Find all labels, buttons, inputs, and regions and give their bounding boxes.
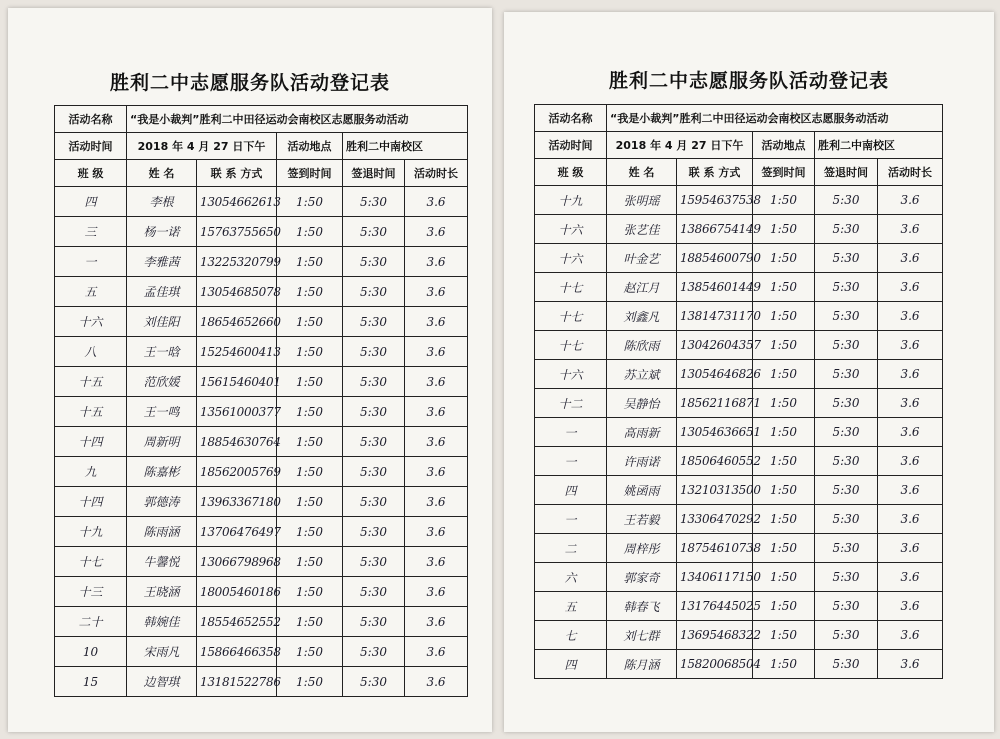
table-row	[535, 505, 943, 534]
cell-sign-in: 1:50	[753, 621, 815, 650]
column-header-name: 姓 名	[127, 160, 197, 187]
cell-phone: 13066798968	[197, 547, 277, 577]
activity-name-value: “我是小裁判”胜利二中田径运动会南校区志愿服务动活动	[607, 105, 943, 132]
cell-name: 王若毅	[607, 505, 677, 534]
cell-sign-out: 5:30	[343, 397, 405, 427]
cell-class: 一	[535, 505, 607, 534]
cell-class: 十四	[55, 487, 127, 517]
cell-sign-out: 5:30	[343, 307, 405, 337]
cell-phone: 15615460401	[197, 367, 277, 397]
cell-sign-out: 5:30	[343, 187, 405, 217]
cell-duration: 3.6	[878, 186, 943, 215]
cell-sign-out: 5:30	[815, 476, 878, 505]
cell-duration: 3.6	[878, 505, 943, 534]
cell-sign-out: 5:30	[343, 277, 405, 307]
table-row	[535, 273, 943, 302]
cell-phone: 18554652552	[197, 607, 277, 637]
cell-name: 李雅茜	[127, 247, 197, 277]
cell-duration: 3.6	[405, 637, 468, 667]
table-row	[55, 607, 468, 637]
cell-name: 李根	[127, 187, 197, 217]
cell-sign-in: 1:50	[753, 186, 815, 215]
column-header-class: 班 级	[535, 159, 607, 186]
cell-class: 一	[535, 418, 607, 447]
cell-name: 陈雨涵	[127, 517, 197, 547]
cell-class: 十六	[55, 307, 127, 337]
cell-sign-in: 1:50	[753, 215, 815, 244]
cell-sign-out: 5:30	[343, 427, 405, 457]
registration-table	[54, 105, 468, 697]
cell-sign-in: 1:50	[753, 360, 815, 389]
cell-class: 十七	[535, 273, 607, 302]
cell-sign-in: 1:50	[753, 447, 815, 476]
sheet-title: 胜利二中志愿服务队活动登记表	[608, 70, 889, 92]
cell-class: 四	[55, 187, 127, 217]
cell-duration: 3.6	[405, 607, 468, 637]
cell-sign-in: 1:50	[277, 247, 343, 277]
cell-sign-in: 1:50	[277, 307, 343, 337]
table-row	[55, 457, 468, 487]
activity-name-row	[535, 105, 943, 132]
cell-phone: 13561000377	[197, 397, 277, 427]
cell-name: 韩春飞	[607, 592, 677, 621]
cell-sign-in: 1:50	[277, 217, 343, 247]
cell-sign-out: 5:30	[815, 273, 878, 302]
cell-sign-out: 5:30	[343, 487, 405, 517]
cell-name: 郭家奇	[607, 563, 677, 592]
table-row	[55, 547, 468, 577]
table-row	[535, 215, 943, 244]
column-header-phone: 联 系 方式	[677, 159, 753, 186]
cell-sign-out: 5:30	[343, 457, 405, 487]
cell-duration: 3.6	[405, 367, 468, 397]
cell-duration: 3.6	[405, 517, 468, 547]
cell-sign-out: 5:30	[343, 217, 405, 247]
cell-sign-in: 1:50	[277, 397, 343, 427]
cell-class: 10	[55, 637, 127, 667]
cell-phone: 18654652660	[197, 307, 277, 337]
cell-name: 韩婉佳	[127, 607, 197, 637]
cell-name: 刘鑫凡	[607, 302, 677, 331]
activity-time-label: 活动时间	[55, 133, 127, 160]
cell-phone: 13054636651	[677, 418, 753, 447]
cell-sign-out: 5:30	[343, 247, 405, 277]
table-row	[535, 534, 943, 563]
cell-sign-in: 1:50	[753, 534, 815, 563]
cell-sign-in: 1:50	[277, 457, 343, 487]
cell-class: 十六	[535, 244, 607, 273]
cell-name: 苏立斌	[607, 360, 677, 389]
cell-phone: 15254600413	[197, 337, 277, 367]
column-header-duration: 活动时长	[878, 159, 943, 186]
location-label: 活动地点	[277, 133, 343, 160]
cell-sign-out: 5:30	[815, 389, 878, 418]
left-registration-sheet	[8, 8, 492, 732]
cell-name: 王一晗	[127, 337, 197, 367]
cell-class: 十七	[55, 547, 127, 577]
table-row	[55, 217, 468, 247]
cell-name: 孟佳琪	[127, 277, 197, 307]
cell-class: 四	[535, 650, 607, 679]
cell-sign-in: 1:50	[277, 517, 343, 547]
column-header-sign-in: 签到时间	[277, 160, 343, 187]
cell-class: 六	[535, 563, 607, 592]
cell-duration: 3.6	[405, 187, 468, 217]
activity-time-row	[535, 132, 943, 159]
cell-class: 十三	[55, 577, 127, 607]
cell-class: 十四	[55, 427, 127, 457]
cell-phone: 13181522786	[197, 667, 277, 697]
cell-sign-out: 5:30	[815, 505, 878, 534]
cell-name: 边智琪	[127, 667, 197, 697]
cell-phone: 13225320799	[197, 247, 277, 277]
cell-sign-out: 5:30	[815, 592, 878, 621]
cell-sign-out: 5:30	[815, 621, 878, 650]
cell-sign-out: 5:30	[343, 637, 405, 667]
cell-duration: 3.6	[405, 247, 468, 277]
cell-sign-in: 1:50	[753, 273, 815, 302]
cell-sign-out: 5:30	[815, 650, 878, 679]
cell-duration: 3.6	[878, 273, 943, 302]
cell-phone: 18562116871	[677, 389, 753, 418]
cell-duration: 3.6	[878, 215, 943, 244]
activity-time-value: 2018 年 4 月 27 日下午	[607, 132, 753, 159]
sheet-title: 胜利二中志愿服务队活动登记表	[109, 72, 390, 94]
cell-sign-out: 5:30	[815, 244, 878, 273]
column-header-row	[55, 160, 468, 187]
column-header-duration: 活动时长	[405, 160, 468, 187]
table-row	[55, 337, 468, 367]
cell-duration: 3.6	[405, 547, 468, 577]
cell-duration: 3.6	[405, 337, 468, 367]
activity-time-row	[55, 133, 468, 160]
cell-sign-in: 1:50	[753, 563, 815, 592]
cell-name: 周新明	[127, 427, 197, 457]
cell-duration: 3.6	[878, 447, 943, 476]
cell-sign-in: 1:50	[277, 337, 343, 367]
cell-duration: 3.6	[405, 427, 468, 457]
cell-name: 王晓涵	[127, 577, 197, 607]
table-row	[535, 447, 943, 476]
cell-phone: 13814731170	[677, 302, 753, 331]
location-value: 胜利二中南校区	[343, 133, 468, 160]
cell-duration: 3.6	[405, 277, 468, 307]
cell-phone: 13854601449	[677, 273, 753, 302]
table-row	[55, 577, 468, 607]
cell-class: 三	[55, 217, 127, 247]
cell-name: 许雨诺	[607, 447, 677, 476]
table-row	[535, 563, 943, 592]
cell-sign-out: 5:30	[343, 337, 405, 367]
cell-duration: 3.6	[405, 307, 468, 337]
cell-sign-in: 1:50	[753, 650, 815, 679]
cell-sign-in: 1:50	[277, 277, 343, 307]
column-header-class: 班 级	[55, 160, 127, 187]
cell-sign-out: 5:30	[343, 547, 405, 577]
cell-duration: 3.6	[878, 476, 943, 505]
cell-duration: 3.6	[878, 621, 943, 650]
cell-sign-in: 1:50	[753, 389, 815, 418]
cell-sign-out: 5:30	[815, 534, 878, 563]
table-row	[535, 244, 943, 273]
table-row	[55, 397, 468, 427]
cell-phone: 13963367180	[197, 487, 277, 517]
cell-name: 郭德涛	[127, 487, 197, 517]
cell-sign-in: 1:50	[277, 487, 343, 517]
cell-phone: 18854600790	[677, 244, 753, 273]
cell-class: 一	[535, 447, 607, 476]
cell-phone: 15954637538	[677, 186, 753, 215]
cell-sign-in: 1:50	[753, 331, 815, 360]
cell-phone: 13054685078	[197, 277, 277, 307]
cell-duration: 3.6	[878, 418, 943, 447]
cell-class: 十五	[55, 367, 127, 397]
cell-name: 杨一诺	[127, 217, 197, 247]
activity-name-value: “我是小裁判”胜利二中田径运动会南校区志愿服务动活动	[127, 106, 468, 133]
cell-phone: 13176445025	[677, 592, 753, 621]
cell-sign-in: 1:50	[277, 187, 343, 217]
activity-name-row	[55, 106, 468, 133]
cell-phone: 18506460552	[677, 447, 753, 476]
cell-duration: 3.6	[878, 331, 943, 360]
cell-duration: 3.6	[878, 389, 943, 418]
cell-phone: 18005460186	[197, 577, 277, 607]
cell-duration: 3.6	[878, 563, 943, 592]
cell-phone: 13042604357	[677, 331, 753, 360]
cell-phone: 13406117150	[677, 563, 753, 592]
table-row	[55, 187, 468, 217]
table-row	[55, 667, 468, 697]
cell-sign-out: 5:30	[343, 517, 405, 547]
cell-phone: 13866754149	[677, 215, 753, 244]
cell-class: 八	[55, 337, 127, 367]
cell-duration: 3.6	[405, 667, 468, 697]
table-row	[535, 650, 943, 679]
cell-sign-in: 1:50	[753, 418, 815, 447]
cell-duration: 3.6	[405, 397, 468, 427]
cell-class: 十五	[55, 397, 127, 427]
cell-class: 二	[535, 534, 607, 563]
table-row	[55, 307, 468, 337]
cell-name: 刘七群	[607, 621, 677, 650]
table-row	[535, 418, 943, 447]
cell-class: 九	[55, 457, 127, 487]
cell-duration: 3.6	[878, 360, 943, 389]
table-row	[535, 186, 943, 215]
cell-class: 二十	[55, 607, 127, 637]
cell-phone: 18562005769	[197, 457, 277, 487]
cell-name: 张明瑶	[607, 186, 677, 215]
cell-name: 牛馨悦	[127, 547, 197, 577]
cell-name: 陈欣雨	[607, 331, 677, 360]
cell-name: 姚函雨	[607, 476, 677, 505]
cell-class: 五	[535, 592, 607, 621]
cell-sign-in: 1:50	[277, 367, 343, 397]
table-row	[535, 592, 943, 621]
column-header-sign-out: 签退时间	[815, 159, 878, 186]
cell-sign-out: 5:30	[815, 186, 878, 215]
cell-class: 一	[55, 247, 127, 277]
table-row	[535, 331, 943, 360]
activity-name-label: 活动名称	[55, 106, 127, 133]
cell-name: 吴静怡	[607, 389, 677, 418]
cell-phone: 13210313500	[677, 476, 753, 505]
table-row	[55, 247, 468, 277]
cell-class: 十七	[535, 302, 607, 331]
cell-name: 王一鸣	[127, 397, 197, 427]
cell-duration: 3.6	[405, 487, 468, 517]
column-header-name: 姓 名	[607, 159, 677, 186]
cell-phone: 15820068504	[677, 650, 753, 679]
column-header-sign-out: 签退时间	[343, 160, 405, 187]
cell-name: 高雨新	[607, 418, 677, 447]
cell-sign-out: 5:30	[343, 367, 405, 397]
cell-sign-out: 5:30	[815, 447, 878, 476]
table-row	[55, 277, 468, 307]
cell-sign-in: 1:50	[277, 427, 343, 457]
table-row	[55, 367, 468, 397]
cell-duration: 3.6	[878, 592, 943, 621]
cell-class: 五	[55, 277, 127, 307]
location-label: 活动地点	[753, 132, 815, 159]
cell-duration: 3.6	[405, 457, 468, 487]
cell-phone: 13306470292	[677, 505, 753, 534]
table-row	[535, 476, 943, 505]
table-row	[535, 360, 943, 389]
table-row	[55, 427, 468, 457]
right-registration-sheet	[504, 12, 994, 732]
cell-class: 七	[535, 621, 607, 650]
table-row	[55, 487, 468, 517]
cell-name: 赵江月	[607, 273, 677, 302]
table-row	[535, 389, 943, 418]
cell-sign-out: 5:30	[343, 577, 405, 607]
cell-sign-out: 5:30	[343, 667, 405, 697]
cell-name: 宋雨凡	[127, 637, 197, 667]
cell-sign-out: 5:30	[815, 331, 878, 360]
cell-class: 十二	[535, 389, 607, 418]
cell-phone: 15866466358	[197, 637, 277, 667]
cell-sign-in: 1:50	[277, 547, 343, 577]
cell-sign-out: 5:30	[815, 563, 878, 592]
cell-sign-out: 5:30	[343, 607, 405, 637]
cell-sign-in: 1:50	[277, 667, 343, 697]
cell-class: 十九	[535, 186, 607, 215]
cell-sign-in: 1:50	[753, 244, 815, 273]
column-header-sign-in: 签到时间	[753, 159, 815, 186]
cell-duration: 3.6	[405, 577, 468, 607]
cell-phone: 13706476497	[197, 517, 277, 547]
cell-duration: 3.6	[878, 244, 943, 273]
cell-class: 十九	[55, 517, 127, 547]
cell-sign-in: 1:50	[277, 577, 343, 607]
cell-name: 范欣媛	[127, 367, 197, 397]
activity-name-label: 活动名称	[535, 105, 607, 132]
registration-table	[534, 104, 943, 679]
table-row	[55, 517, 468, 547]
cell-class: 四	[535, 476, 607, 505]
cell-class: 15	[55, 667, 127, 697]
cell-name: 叶金艺	[607, 244, 677, 273]
cell-sign-in: 1:50	[753, 476, 815, 505]
cell-name: 张艺佳	[607, 215, 677, 244]
cell-name: 陈嘉彬	[127, 457, 197, 487]
cell-sign-in: 1:50	[277, 637, 343, 667]
cell-phone: 18854630764	[197, 427, 277, 457]
cell-phone: 13054662613	[197, 187, 277, 217]
column-header-phone: 联 系 方式	[197, 160, 277, 187]
table-row	[535, 302, 943, 331]
cell-sign-out: 5:30	[815, 360, 878, 389]
cell-sign-in: 1:50	[277, 607, 343, 637]
cell-name: 陈月涵	[607, 650, 677, 679]
activity-time-label: 活动时间	[535, 132, 607, 159]
table-row	[55, 637, 468, 667]
cell-class: 十七	[535, 331, 607, 360]
cell-duration: 3.6	[878, 650, 943, 679]
cell-duration: 3.6	[405, 217, 468, 247]
cell-name: 刘佳阳	[127, 307, 197, 337]
cell-name: 周梓彤	[607, 534, 677, 563]
cell-duration: 3.6	[878, 534, 943, 563]
cell-phone: 15763755650	[197, 217, 277, 247]
cell-sign-out: 5:30	[815, 302, 878, 331]
location-value: 胜利二中南校区	[815, 132, 943, 159]
cell-sign-in: 1:50	[753, 302, 815, 331]
cell-phone: 13054646826	[677, 360, 753, 389]
cell-sign-in: 1:50	[753, 592, 815, 621]
column-header-row	[535, 159, 943, 186]
table-row	[535, 621, 943, 650]
cell-class: 十六	[535, 215, 607, 244]
cell-sign-out: 5:30	[815, 418, 878, 447]
cell-phone: 13695468322	[677, 621, 753, 650]
cell-phone: 18754610738	[677, 534, 753, 563]
cell-sign-out: 5:30	[815, 215, 878, 244]
activity-time-value: 2018 年 4 月 27 日下午	[127, 133, 277, 160]
cell-sign-in: 1:50	[753, 505, 815, 534]
cell-duration: 3.6	[878, 302, 943, 331]
cell-class: 十六	[535, 360, 607, 389]
